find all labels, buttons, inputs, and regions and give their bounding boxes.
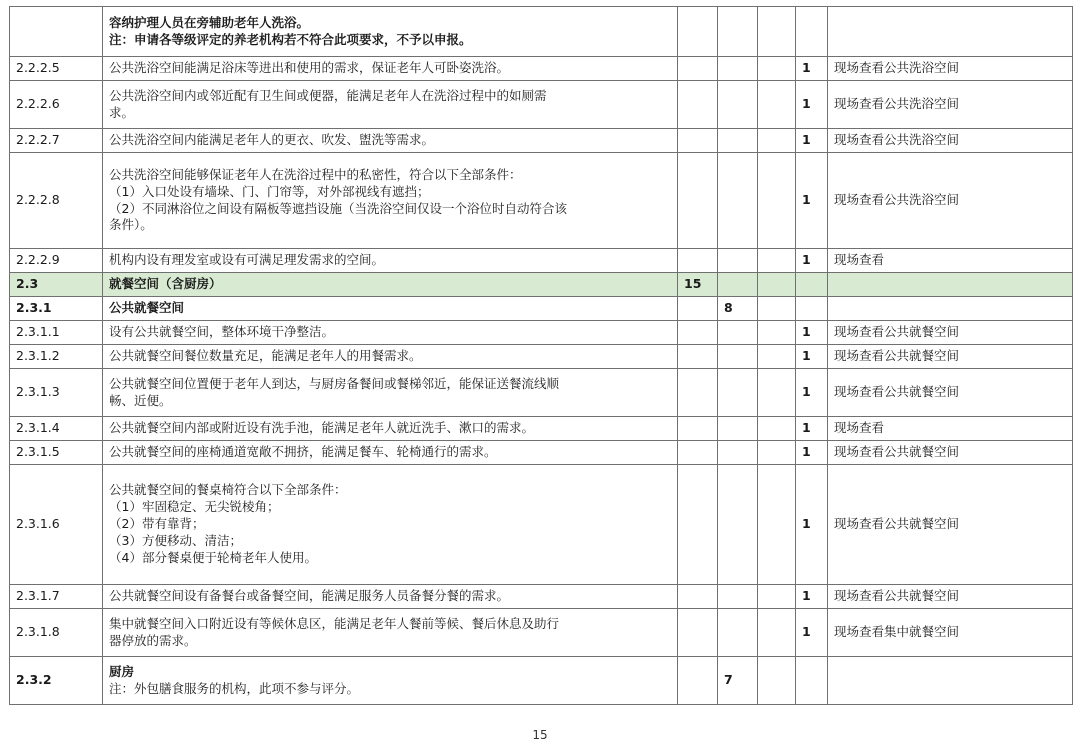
- check-method: 现场查看公共洗浴空间: [828, 129, 1073, 153]
- item-score: 1: [796, 465, 828, 585]
- item-id: 2.3.1.8: [10, 609, 103, 657]
- item-id: 2.3.1.1: [10, 321, 103, 345]
- item-description: 设有公共就餐空间，整体环境干净整洁。: [103, 321, 678, 345]
- table-row: [10, 81, 1073, 129]
- item-score: 1: [796, 345, 828, 369]
- item-score-cell: [758, 7, 796, 57]
- table-row: [10, 153, 1073, 249]
- item-score: 1: [796, 609, 828, 657]
- table-row: [10, 321, 1073, 345]
- subsection-row: [10, 297, 1073, 321]
- subsection-score: 8: [718, 297, 758, 321]
- table-row: [10, 249, 1073, 273]
- item-score: 1: [796, 153, 828, 249]
- item-score: 1: [796, 57, 828, 81]
- item-score: 1: [796, 441, 828, 465]
- item-description: 机构内设有理发室或设有可满足理发需求的空间。: [103, 249, 678, 273]
- check-method: 现场查看公共洗浴空间: [828, 153, 1073, 249]
- item-description: 公共就餐空间的座椅通道宽敞不拥挤，能满足餐车、轮椅通行的需求。: [103, 441, 678, 465]
- check-method: [828, 7, 1073, 57]
- item-id: 2.2.2.9: [10, 249, 103, 273]
- check-method: 现场查看公共就餐空间: [828, 321, 1073, 345]
- item-id: 2.2.2.5: [10, 57, 103, 81]
- item-description: 公共就餐空间设有备餐台或备餐空间，能满足服务人员备餐分餐的需求。: [103, 585, 678, 609]
- table-row: [10, 57, 1073, 81]
- subsection-title: 厨房 注：外包膳食服务的机构，此项不参与评分。: [103, 657, 678, 705]
- item-score: 1: [796, 417, 828, 441]
- blank-cell: [796, 7, 828, 57]
- total-score-cell: [678, 7, 718, 57]
- page-number: 15: [532, 728, 548, 742]
- item-score: 1: [796, 249, 828, 273]
- check-method: 现场查看: [828, 249, 1073, 273]
- table-row: [10, 585, 1073, 609]
- item-description: 公共就餐空间内部或附近设有洗手池，能满足老年人就近洗手、漱口的需求。: [103, 417, 678, 441]
- subsection-title: 公共就餐空间: [103, 297, 678, 321]
- item-description: 公共洗浴空间能满足浴床等进出和使用的需求，保证老年人可卧姿洗浴。: [103, 57, 678, 81]
- section-id: 2.3: [10, 273, 103, 297]
- table-row: [10, 441, 1073, 465]
- item-score: 1: [796, 81, 828, 129]
- check-method: 现场查看: [828, 417, 1073, 441]
- table-row: [10, 7, 1073, 57]
- check-method: 现场查看公共洗浴空间: [828, 57, 1073, 81]
- item-description: 容纳护理人员在旁辅助老年人洗浴。 注：申请各等级评定的养老机构若不符合此项要求，不予以申报。: [103, 7, 678, 57]
- check-method: 现场查看公共就餐空间: [828, 345, 1073, 369]
- item-id: 2.3.1.4: [10, 417, 103, 441]
- item-score: 1: [796, 369, 828, 417]
- table-row: [10, 129, 1073, 153]
- item-id: 2.3.1.5: [10, 441, 103, 465]
- table-row: [10, 369, 1073, 417]
- item-score: 1: [796, 129, 828, 153]
- table-row: [10, 465, 1073, 585]
- item-id: 2.2.2.6: [10, 81, 103, 129]
- item-id: 2.3.1.3: [10, 369, 103, 417]
- item-description: 公共就餐空间的餐桌椅符合以下全部条件： （1）牢固稳定、无尖锐棱角； （2）带有靠背； （3）方便移动、清洁； （4）部分餐桌便于轮椅老年人使用。: [103, 465, 678, 585]
- check-method: 现场查看集中就餐空间: [828, 609, 1073, 657]
- check-method: 现场查看公共就餐空间: [828, 441, 1073, 465]
- section-total-score: 15: [678, 273, 718, 297]
- item-description: 公共洗浴空间内能满足老年人的更衣、吹发、盥洗等需求。: [103, 129, 678, 153]
- subtotal-score-cell: [718, 7, 758, 57]
- item-id: 2.2.2.7: [10, 129, 103, 153]
- item-description: 公共就餐空间餐位数量充足，能满足老年人的用餐需求。: [103, 345, 678, 369]
- check-method: 现场查看公共就餐空间: [828, 465, 1073, 585]
- item-description: 公共洗浴空间内或邻近配有卫生间或便器，能满足老年人在洗浴过程中的如厕需 求。: [103, 81, 678, 129]
- subsection-id: 2.3.2: [10, 657, 103, 705]
- subsection-row: [10, 657, 1073, 705]
- item-id: 2.3.1.2: [10, 345, 103, 369]
- scoring-table: [9, 6, 1073, 705]
- subsection-id: 2.3.1: [10, 297, 103, 321]
- item-id: [10, 7, 103, 57]
- section-row: [10, 273, 1073, 297]
- item-id: 2.3.1.6: [10, 465, 103, 585]
- section-title: 就餐空间（含厨房）: [103, 273, 678, 297]
- table-row: [10, 417, 1073, 441]
- subsection-score: 7: [718, 657, 758, 705]
- item-id: 2.2.2.8: [10, 153, 103, 249]
- item-score: 1: [796, 585, 828, 609]
- table-row: [10, 609, 1073, 657]
- check-method: 现场查看公共洗浴空间: [828, 81, 1073, 129]
- item-id: 2.3.1.7: [10, 585, 103, 609]
- item-description: 集中就餐空间入口附近设有等候休息区，能满足老年人餐前等候、餐后休息及助行 器停放的需求。: [103, 609, 678, 657]
- table-row: [10, 345, 1073, 369]
- item-description: 公共就餐空间位置便于老年人到达，与厨房备餐间或餐梯邻近，能保证送餐流线顺 畅、近便。: [103, 369, 678, 417]
- check-method: 现场查看公共就餐空间: [828, 369, 1073, 417]
- item-score: 1: [796, 321, 828, 345]
- check-method: 现场查看公共就餐空间: [828, 585, 1073, 609]
- item-description: 公共洗浴空间能够保证老年人在洗浴过程中的私密性，符合以下全部条件： （1）入口处设有墙垛、门、门帘等，对外部视线有遮挡； （2）不同淋浴位之间设有隔板等遮挡设施（当洗浴空间仅设一个浴位时自动符合该 条件）。: [103, 153, 678, 249]
